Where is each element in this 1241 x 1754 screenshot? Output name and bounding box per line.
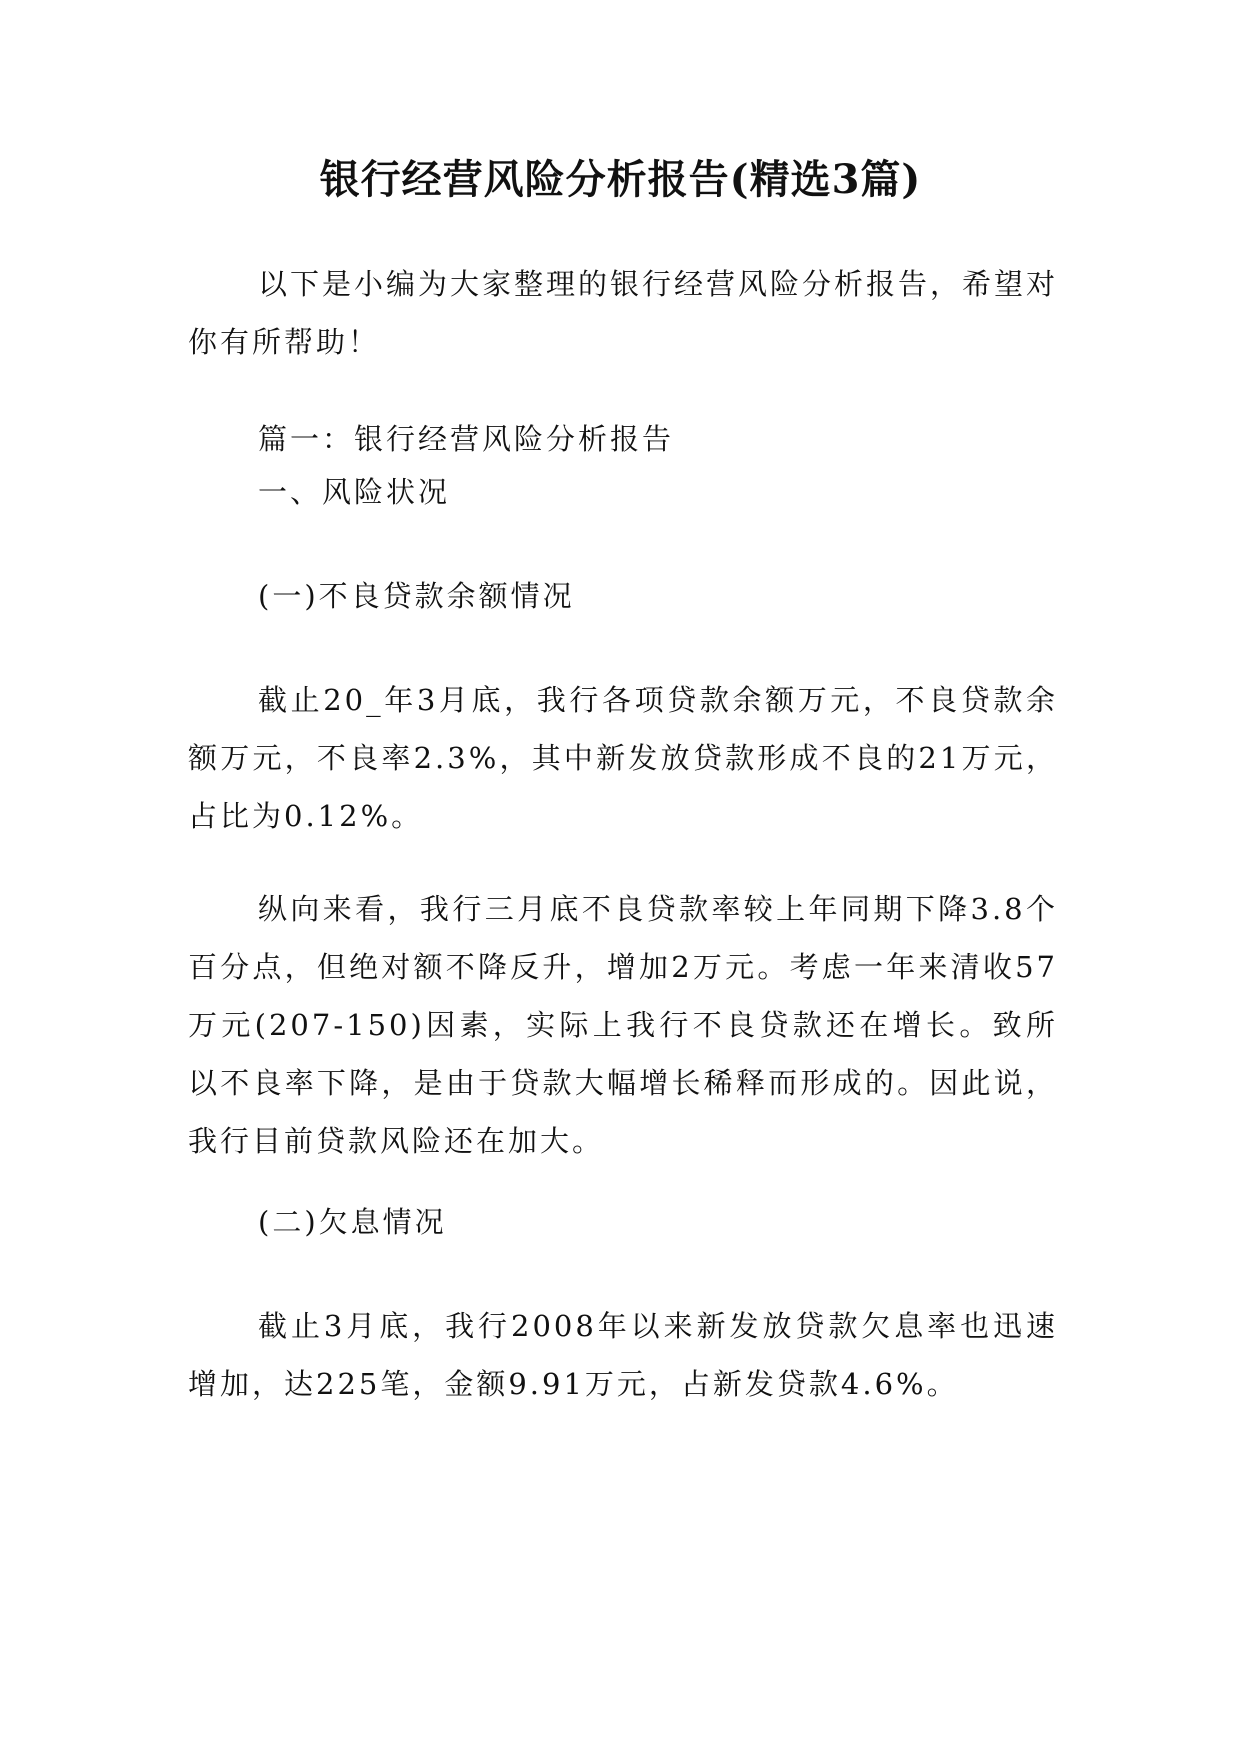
paragraph-npl-trend: 纵向来看，我行三月底不良贷款率较上年同期下降3.8个百分点，但绝对额不降反升，增加2万元。考虑一年来清收57万元(207-150)因素，实际上我行不良贷款还在增长。致所以不良率下降，是由于贷款大幅增长稀释而形成的。因此说，我行目前贷款风险还在加大。 (188, 892, 1058, 1158)
part-one-title: 篇一：银行经营风险分析报告 (258, 422, 675, 456)
paragraph-npl-balance: 截止20_年3月底，我行各项贷款余额万元，不良贷款余额万元，不良率2.3%，其中新发放贷款形成不良的21万元，占比为0.12%。 (188, 683, 1058, 833)
section-heading-risk-status: 一、风险状况 (258, 475, 451, 509)
intro-paragraph: 以下是小编为大家整理的银行经营风险分析报告，希望对你有所帮助！ (188, 267, 1059, 359)
subsection-heading-interest-arrears: (二)欠息情况 (258, 1205, 447, 1239)
subsection-heading-npl-balance: (一)不良贷款余额情况 (258, 579, 575, 613)
paragraph-interest-arrears: 截止3月底，我行2008年以来新发放贷款欠息率也迅速增加，达225笔，金额9.91万元，占新发贷款4.6%。 (188, 1309, 1058, 1401)
document-title: 银行经营风险分析报告(精选3篇) (319, 156, 922, 203)
